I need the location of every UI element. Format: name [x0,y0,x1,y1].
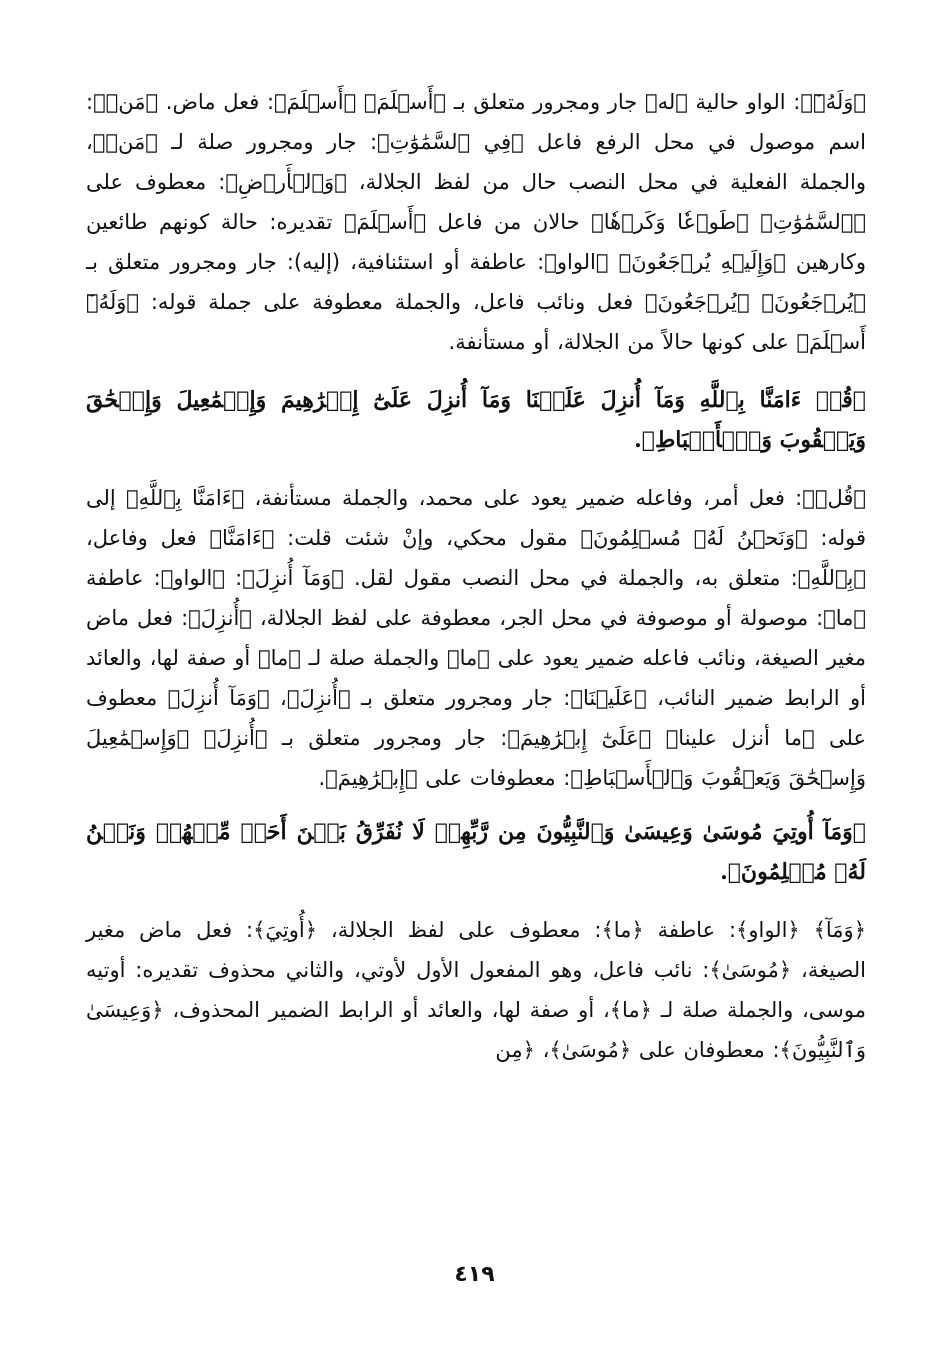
page-body [86,82,866,1070]
page-number: ٤١٩ [454,1262,495,1287]
spacer [86,362,866,380]
spacer [86,892,866,910]
paragraph-2: ﴿قُلۡ﴾: فعل أمر، وفاعله ضمير يعود على محمد، والجملة مستأنفة، ﴿ءَامَنَّا بِٱللَّهِ﴾ إلى قوله: ﴿وَنَحۡنُ لَهُۥ مُسۡلِمُونَ﴾ مقول محكي، وإنْ شئت قلت: ﴿ءَامَنَّا﴾ فعل وفاعل، ﴿بِٱللَّهِ﴾: متعلق به، والجملة في محل النصب مقول لقل. ﴿وَمَآ أُنزِلَ﴾: ﴿الواو﴾: عاطفة ﴿ما﴾: موصولة أو موصوفة في محل الجر، معطوفة على لفظ الجلالة، ﴿أُنزِلَ﴾: فعل ماض مغير الصيغة، ونائب فاعله ضمير يعود على ﴿ما﴾ والجملة صلة لـ ﴿ما﴾ أو صفة لها، والعائد أو الرابط ضمير النائب، ﴿عَلَيۡنَا﴾: جار ومجرور متعلق بـ ﴿أُنزِلَ﴾، ﴿وَمَآ أُنزِلَ﴾ معطوف على ﴿ما أنزل علينا﴾ ﴿عَلَىٰٓ إِبۡرَٰهِيمَ﴾: جار ومجرور متعلق بـ ﴿أُنزِلَ﴾ ﴿وَإِسۡمَٰعِيلَ وَإِسۡحَٰقَ وَيَعۡقُوبَ وَٱلۡأَسۡبَاطِ﴾: معطوفات على ﴿إِبۡرَٰهِيمَ﴾. [86,486,866,790]
quran-verse-2: ﴿وَمَآ أُوتِيَ مُوسَىٰ وَعِيسَىٰ وَٱلنَّبِيُّونَ مِن رَّبِّهِمۡ لَا نُفَرِّقُ بَيۡنَ أَحَدٖ مِّنۡهُمۡ وَنَحۡنُ لَهُۥ مُسۡلِمُونَ﴾. [86,819,866,885]
spacer [86,798,866,812]
paragraph-3: ﴿وَمَآ﴾ ﴿الواو﴾: عاطفة ﴿ما﴾: معطوف على لفظ الجلالة، ﴿أُوتِيَ﴾: فعل ماض مغير الصيغة، ﴿مُوسَىٰ﴾: نائب فاعل، وهو المفعول الأول لأوتي، والثاني محذوف تقديره: أوتيه موسى، والجملة صلة لـ ﴿ما﴾، أو صفة لها، والعائد أو الرابط الضمير المحذوف، ﴿وَعِيسَىٰ وَٱلنَّبِيُّونَ﴾: معطوفان على ﴿مُوسَىٰ﴾، ﴿مِن [86,918,866,1062]
paragraph-1: ﴿وَلَهُۥٓ﴾: الواو حالية ﴿له﴾ جار ومجرور متعلق بـ ﴿أَسۡلَمَ﴾ ﴿أَسۡلَمَ﴾: فعل ماض. ﴿مَنۡ﴾: اسم موصول في محل الرفع فاعل ﴿فِي ٱلسَّمَٰوَٰتِ﴾: جار ومجرور صلة لـ ﴿مَنۡ﴾، والجملة الفعلية في محل النصب حال من لفظ الجلالة، ﴿وَٱلۡأَرۡضِ﴾: معطوف على ﴿ٱلسَّمَٰوَٰتِ﴾ ﴿طَوۡعٗا وَكَرۡهٗا﴾ حالان من فاعل ﴿أَسۡلَمَ﴾ تقديره: حالة كونهم طائعين وكارهين ﴿وَإِلَيۡهِ يُرۡجَعُونَ﴾ ﴿الواو﴾: عاطفة أو استئنافية، (إليه): جار ومجرور متعلق بـ ﴿يُرۡجَعُونَ﴾ ﴿يُرۡجَعُونَ﴾ فعل ونائب فاعل، والجملة معطوفة على جملة قوله: ﴿وَلَهُۥٓ أَسۡلَمَ﴾ على كونها حالاً من الجلالة، أو مستأنفة. [86,90,866,354]
spacer [86,460,866,478]
quran-verse-1: ﴿قُلۡ ءَامَنَّا بِٱللَّهِ وَمَآ أُنزِلَ عَلَيۡنَا وَمَآ أُنزِلَ عَلَىٰٓ إِبۡرَٰهِيمَ وَإِسۡمَٰعِيلَ وَإِسۡحَٰقَ وَيَعۡقُوبَ وَٱلۡأَسۡبَاطِ﴾. [86,387,866,453]
